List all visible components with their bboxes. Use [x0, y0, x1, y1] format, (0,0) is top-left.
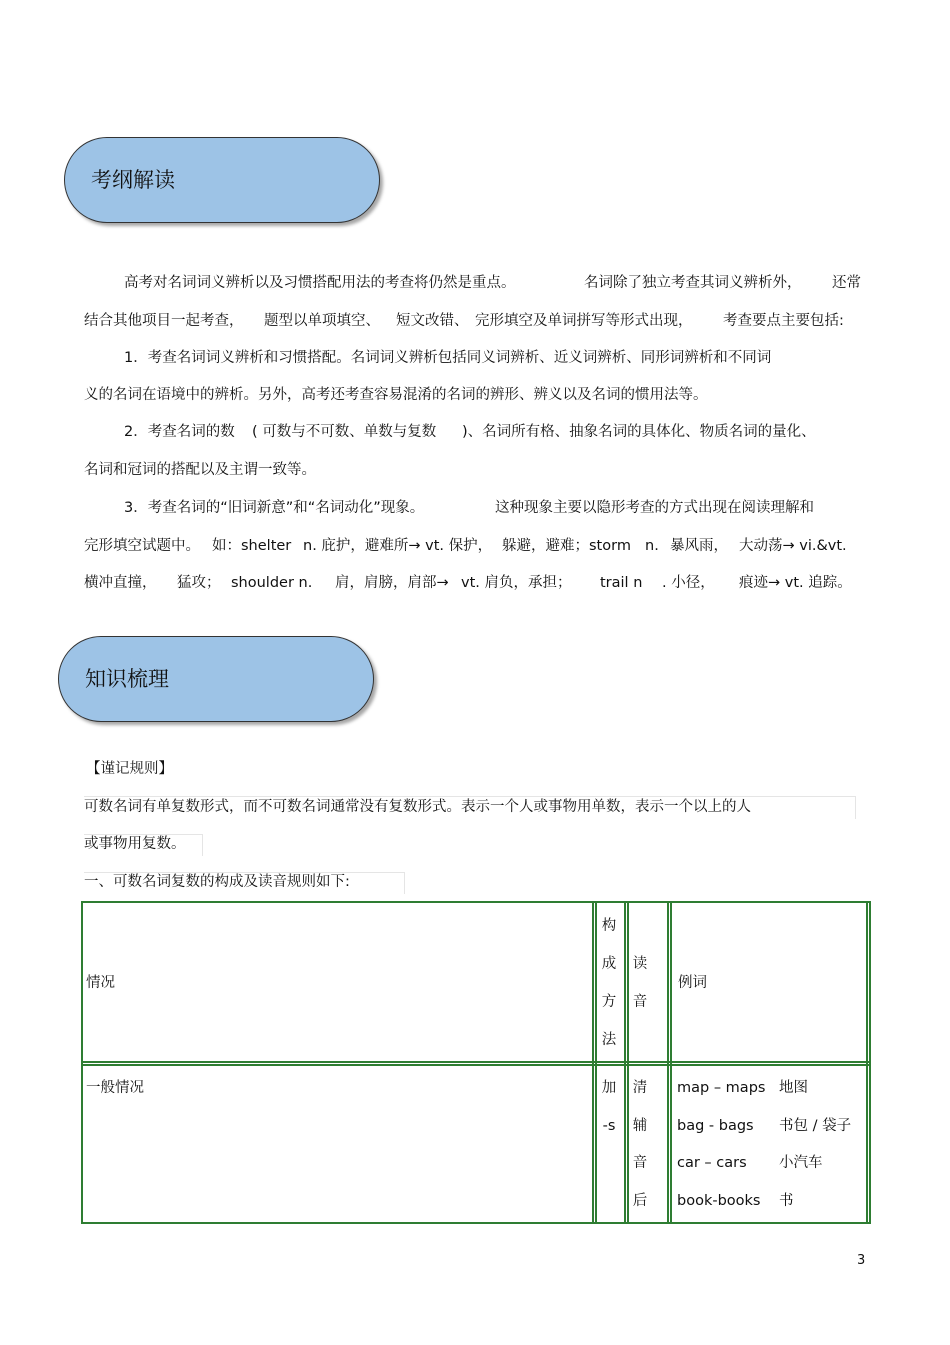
intro-p1-b: 名词除了独立考查其词义辨析外， [584, 275, 802, 291]
intro-p1-c: 还常 [832, 275, 861, 291]
intro-p8-d: 躲避，避难；storm [502, 538, 631, 554]
rules-heading: 【谨记规则】 [86, 761, 173, 777]
intro-p9-g: . 小径， [662, 575, 715, 591]
intro-p9-e: vt. 肩负，承担； [461, 575, 572, 591]
table-border-left [81, 901, 83, 1224]
header-situation: 情况 [86, 975, 115, 991]
table-border-bottom [81, 1222, 871, 1224]
example-word: car – cars [677, 1155, 747, 1171]
table-border-right [866, 901, 868, 1224]
example-meaning: 小汽车 [779, 1155, 823, 1171]
intro-p8-g: 大动荡→ vi.&vt. [739, 538, 847, 554]
table-col-divider-2 [624, 901, 626, 1224]
knowledge-header [58, 636, 374, 722]
rules-line-2-frame [84, 834, 203, 856]
example-meaning: 书包 / 袋子 [779, 1118, 852, 1134]
rules-line-2: 或事物用复数。 [84, 836, 186, 852]
row-pronounce-char: 音 [632, 1155, 648, 1171]
header-method-char: 法 [601, 1032, 617, 1048]
table-border-header [81, 1061, 871, 1063]
row-method-char: -s [602, 1118, 616, 1134]
intro-p7-b: 这种现象主要以隐形考查的方式出现在阅读理解和 [495, 500, 814, 516]
header-method-char: 构 [601, 918, 617, 934]
intro-p8-c: n. 庇护，避难所→ vt. 保护， [303, 538, 493, 554]
intro-p8-a: 完形填空试题中。 [84, 538, 200, 554]
table-border-right-b [869, 901, 871, 1224]
intro-p8-f: 暴风雨， [670, 538, 728, 554]
example-word: book-books [677, 1193, 761, 1209]
table-col-divider-3 [667, 901, 669, 1224]
header-examples: 例词 [678, 975, 707, 991]
table-col-divider-1b [595, 901, 597, 1224]
table-border-header-2 [81, 1064, 871, 1066]
example-meaning: 地图 [779, 1080, 808, 1096]
rules-line-1-frame [84, 796, 856, 819]
intro-p9-c: shoulder n. [231, 575, 313, 591]
example-meaning: 书 [779, 1193, 794, 1209]
exam-outline-header [64, 137, 380, 223]
intro-p9-d: 肩，肩膀，肩部→ [335, 575, 449, 591]
row-method-char: 加 [601, 1080, 617, 1096]
intro-p1-a: 高考对名词词义辨析以及习惯搭配用法的考查将仍然是重点。 [124, 275, 516, 291]
knowledge-title: 知识梳理 [85, 667, 169, 691]
example-word: map – maps [677, 1080, 766, 1096]
row-pronounce-char: 后 [632, 1193, 648, 1209]
table-intro-frame [84, 872, 405, 894]
table-border-top [81, 901, 871, 903]
header-pronounce-char: 音 [632, 994, 648, 1010]
intro-p3: 1．考查名词词义辨析和习惯搭配。名词词义辨析包括同义词辨析、近义词辨析、同形词辨析和不同词 [124, 350, 772, 366]
row-situation: 一般情况 [86, 1080, 144, 1096]
intro-p9-f: trail n [600, 575, 643, 591]
header-method-char: 方 [601, 994, 617, 1010]
table-col-divider-1 [592, 901, 594, 1224]
table-intro: 一、可数名词复数的构成及读音规则如下: [84, 874, 350, 890]
intro-p4: 义的名词在语境中的辨析。另外，高考还考查容易混淆的名词的辨形、辨义以及名词的惯用法等。 [84, 387, 708, 403]
header-pronounce-char: 读 [632, 956, 648, 972]
intro-p9-a: 横冲直撞， [84, 575, 157, 591]
intro-p2-b: 题型以单项填空、 [264, 313, 380, 329]
table-col-divider-3b [670, 901, 672, 1224]
intro-p5-a: 2．考查名词的数 [124, 424, 235, 440]
intro-p9-h: 痕迹→ vt. 追踪。 [739, 575, 852, 591]
intro-p6: 名词和冠词的搭配以及主谓一致等。 [84, 462, 316, 478]
row-pronounce-char: 清 [632, 1080, 648, 1096]
intro-p2-e: 考查要点主要包括: [723, 313, 844, 329]
rules-line-1: 可数名词有单复数形式，而不可数名词通常没有复数形式。表示一个人或事物用单数，表示一个以上的人 [84, 799, 751, 815]
intro-p9-b: 猛攻； [177, 575, 221, 591]
intro-p2-d: 完形填空及单词拼写等形式出现， [475, 313, 693, 329]
intro-p2-c: 短文改错、 [396, 313, 469, 329]
intro-p5-b: ( 可数与不可数、单数与复数 [252, 424, 437, 440]
intro-p8-e: n. [645, 538, 659, 554]
table-col-divider-2b [627, 901, 629, 1224]
intro-p7-a: 3．考查名词的“旧词新意”和“名词动化”现象。 [124, 500, 425, 516]
exam-outline-title: 考纲解读 [91, 168, 175, 192]
row-pronounce-char: 辅 [632, 1118, 648, 1134]
intro-p8-b: 如：shelter [212, 538, 292, 554]
header-method-char: 成 [601, 956, 617, 972]
intro-p5-c: )、名词所有格、抽象名词的具体化、物质名词的量化、 [462, 424, 816, 440]
example-word: bag - bags [677, 1118, 754, 1134]
intro-p2-a: 结合其他项目一起考查， [84, 313, 244, 329]
page-number: 3 [857, 1253, 866, 1268]
